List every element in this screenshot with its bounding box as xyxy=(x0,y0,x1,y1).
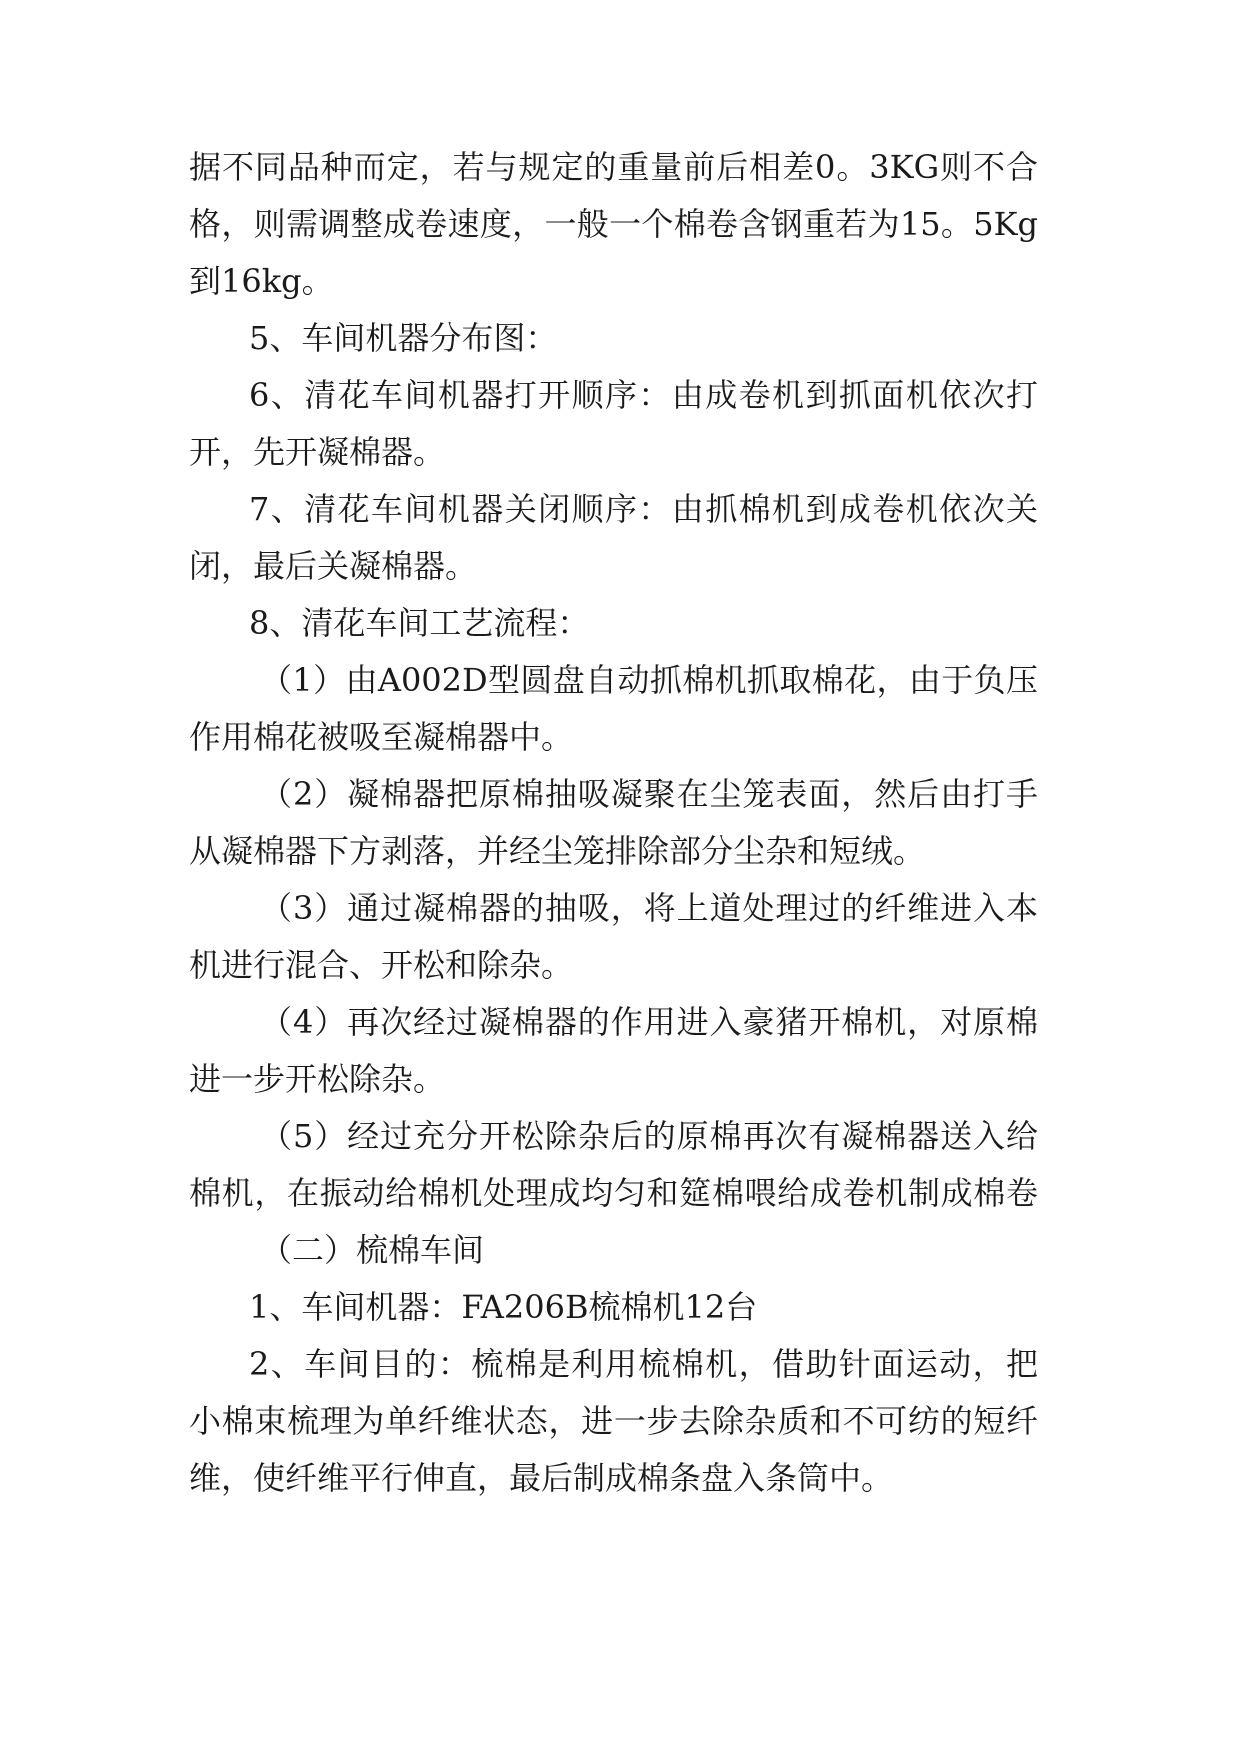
text-line: 7、清花车间机器关闭顺序：由抓棉机到成卷机依次关 xyxy=(249,490,1038,528)
text-line: （4）再次经过凝棉器的作用进入豪猪开棉机，对原棉 xyxy=(260,1003,1038,1041)
text-line: （3）通过凝棉器的抽吸，将上道处理过的纤维进入本 xyxy=(260,889,1038,927)
text-line: 机进行混合、开松和除杂。 xyxy=(189,946,574,984)
text-line: 6、清花车间机器打开顺序：由成卷机到抓面机依次打 xyxy=(249,376,1038,414)
text-line: 格，则需调整成卷速度，一般一个棉卷含钢重若为15。5Kg xyxy=(189,205,1038,243)
text-line: 2、车间目的：梳棉是利用梳棉机，借助针面运动，把 xyxy=(249,1345,1038,1383)
text-line: 小棉束梳理为单纤维状态，进一步去除杂质和不可纺的短纤 xyxy=(189,1402,1038,1440)
text-line: 据不同品种而定，若与规定的重量前后相差0。3KG则不合 xyxy=(189,148,1038,186)
text-line: 开，先开凝棉器。 xyxy=(189,433,446,471)
text-line: 作用棉花被吸至凝棉器中。 xyxy=(189,718,574,756)
text-line: 从凝棉器下方剥落，并经尘笼排除部分尘杂和短绒。 xyxy=(189,832,926,870)
text-line: 5、车间机器分布图： xyxy=(249,319,558,357)
text-line: （2）凝棉器把原棉抽吸凝聚在尘笼表面，然后由打手 xyxy=(260,775,1038,813)
section-heading: （二）梳棉车间 xyxy=(260,1231,485,1269)
text-line: 到16kg。 xyxy=(189,262,334,300)
text-line: 维，使纤维平行伸直，最后制成棉条盘入条筒中。 xyxy=(189,1459,894,1497)
text-line: 1、车间机器：FA206B梳棉机12台 xyxy=(249,1288,758,1326)
text-line: 闭，最后关凝棉器。 xyxy=(189,547,478,585)
text-line: 8、清花车间工艺流程： xyxy=(249,604,590,642)
text-line: 棉机，在振动给棉机处理成均匀和筵棉喂给成卷机制成棉卷 xyxy=(189,1174,1038,1212)
text-line: 进一步开松除杂。 xyxy=(189,1060,446,1098)
text-line: （5）经过充分开松除杂后的原棉再次有凝棉器送入给 xyxy=(260,1117,1038,1155)
text-line: （1）由A002D型圆盘自动抓棉机抓取棉花，由于负压 xyxy=(260,661,1038,699)
